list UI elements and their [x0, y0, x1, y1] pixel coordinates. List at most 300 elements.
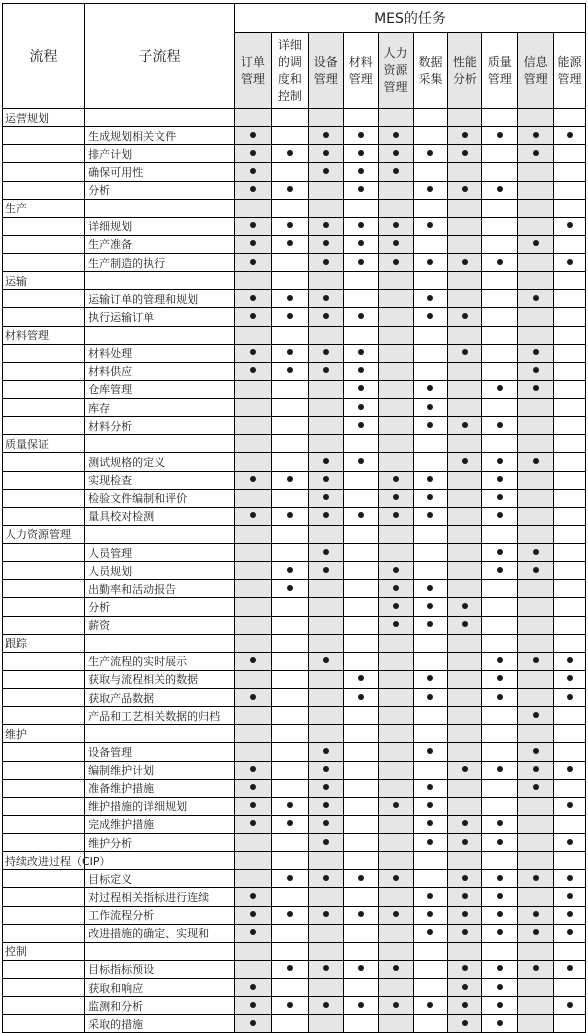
- process-name: 控制: [3, 942, 85, 960]
- task-cell: [308, 380, 343, 398]
- task-cell: [448, 834, 482, 852]
- task-cell: [343, 725, 378, 743]
- task-cell: [378, 997, 413, 1015]
- task-cell: [518, 815, 554, 833]
- task-cell: [271, 362, 308, 380]
- task-column-header: 数据采集: [413, 33, 448, 109]
- empty-cell: [3, 1015, 85, 1033]
- task-cell: [448, 507, 482, 525]
- task-cell: [554, 815, 586, 833]
- task-cell: [413, 399, 448, 417]
- task-cell: [448, 725, 482, 743]
- subprocess-row: [3, 544, 586, 562]
- task-cell: [448, 1015, 482, 1033]
- bullet-mark: [427, 186, 433, 192]
- task-cell: [271, 979, 308, 997]
- bullet-mark: [533, 349, 539, 355]
- bullet-mark: [323, 240, 329, 246]
- task-cell: [308, 163, 343, 181]
- bullet-mark: [567, 694, 573, 700]
- bullet-mark: [462, 132, 468, 138]
- bullet-mark: [287, 585, 293, 591]
- bullet-mark: [393, 875, 399, 881]
- subprocess-row: [3, 761, 586, 779]
- subprocess-label: 产品和工艺相关数据的归档: [85, 707, 235, 725]
- task-cell: [413, 525, 448, 543]
- task-cell: [413, 163, 448, 181]
- task-cell: [413, 906, 448, 924]
- bullet-mark: [533, 367, 539, 373]
- task-column-header: 能源管理: [554, 33, 586, 109]
- task-column-header: 信息管理: [518, 33, 554, 109]
- task-cell: [482, 616, 518, 634]
- empty-cell: [3, 580, 85, 598]
- task-cell: [413, 380, 448, 398]
- bullet-mark: [250, 186, 256, 192]
- task-cell: [518, 272, 554, 290]
- bullet-mark: [323, 820, 329, 826]
- task-cell: [343, 489, 378, 507]
- task-cell: [271, 199, 308, 217]
- task-cell: [482, 163, 518, 181]
- task-cell: [482, 127, 518, 145]
- task-cell: [554, 725, 586, 743]
- bullet-mark: [250, 512, 256, 518]
- subprocess-row: [3, 997, 586, 1015]
- matrix-body: [3, 109, 586, 1033]
- task-cell: [554, 544, 586, 562]
- task-cell: [271, 344, 308, 362]
- task-cell: [482, 725, 518, 743]
- task-cell: [482, 435, 518, 453]
- bullet-mark: [287, 240, 293, 246]
- bullet-mark: [567, 839, 573, 845]
- task-cell: [378, 380, 413, 398]
- bullet-mark: [427, 748, 433, 754]
- bullet-mark: [358, 404, 364, 410]
- bullet-mark: [533, 766, 539, 772]
- task-cell: [413, 598, 448, 616]
- task-cell: [554, 598, 586, 616]
- task-cell: [308, 834, 343, 852]
- subprocess-label: 生产流程的实时展示: [85, 652, 235, 670]
- bullet-mark: [533, 875, 539, 881]
- process-group-row: [3, 852, 586, 870]
- task-cell: [413, 834, 448, 852]
- task-cell: [378, 580, 413, 598]
- task-cell: [448, 997, 482, 1015]
- empty-cell: [3, 888, 85, 906]
- empty-cell: [3, 163, 85, 181]
- task-cell: [413, 362, 448, 380]
- task-cell: [271, 435, 308, 453]
- bullet-mark: [497, 512, 503, 518]
- bullet-mark: [567, 875, 573, 881]
- task-cell: [413, 852, 448, 870]
- task-column-header: 材料管理: [343, 33, 378, 109]
- task-cell: [518, 507, 554, 525]
- task-cell: [518, 453, 554, 471]
- bullet-mark: [358, 259, 364, 265]
- task-cell: [448, 707, 482, 725]
- bullet-mark: [358, 512, 364, 518]
- task-cell: [378, 109, 413, 127]
- task-cell: [378, 1015, 413, 1033]
- task-cell: [234, 797, 271, 815]
- bullet-mark: [462, 1020, 468, 1026]
- task-cell: [308, 435, 343, 453]
- task-cell: [448, 435, 482, 453]
- task-cell: [413, 979, 448, 997]
- subprocess-row: [3, 834, 586, 852]
- subprocess-label: 生产制造的执行: [85, 254, 235, 272]
- task-cell: [378, 235, 413, 253]
- task-cell: [234, 145, 271, 163]
- task-cell: [308, 544, 343, 562]
- task-cell: [378, 362, 413, 380]
- task-cell: [554, 290, 586, 308]
- task-cell: [271, 489, 308, 507]
- task-cell: [308, 725, 343, 743]
- task-cell: [554, 707, 586, 725]
- task-cell: [234, 779, 271, 797]
- task-cell: [518, 906, 554, 924]
- task-cell: [234, 870, 271, 888]
- task-cell: [378, 797, 413, 815]
- bullet-mark: [427, 839, 433, 845]
- task-cell: [378, 834, 413, 852]
- task-cell: [448, 870, 482, 888]
- bullet-mark: [358, 911, 364, 917]
- task-cell: [518, 725, 554, 743]
- task-cell: [413, 634, 448, 652]
- task-cell: [554, 308, 586, 326]
- task-cell: [234, 960, 271, 978]
- bullet-mark: [567, 1002, 573, 1008]
- subprocess-label: 目标指标预设: [85, 960, 235, 978]
- task-cell: [308, 471, 343, 489]
- bullet-mark: [287, 911, 293, 917]
- task-cell: [271, 652, 308, 670]
- process-group-row: [3, 525, 586, 543]
- task-cell: [234, 326, 271, 344]
- task-cell: [413, 670, 448, 688]
- task-cell: [448, 453, 482, 471]
- subprocess-row: [3, 616, 586, 634]
- subprocess-label: 分析: [85, 598, 235, 616]
- task-cell: [343, 1015, 378, 1033]
- task-cell: [271, 127, 308, 145]
- subprocess-row: [3, 290, 586, 308]
- bullet-mark: [533, 240, 539, 246]
- bullet-mark: [323, 965, 329, 971]
- bullet-mark: [533, 567, 539, 573]
- task-cell: [554, 960, 586, 978]
- bullet-mark: [358, 186, 364, 192]
- bullet-mark: [497, 458, 503, 464]
- task-cell: [378, 616, 413, 634]
- task-cell: [308, 562, 343, 580]
- bullet-mark: [287, 875, 293, 881]
- bullet-mark: [358, 875, 364, 881]
- bullet-mark: [393, 802, 399, 808]
- bullet-mark: [358, 385, 364, 391]
- task-cell: [308, 453, 343, 471]
- task-cell: [378, 217, 413, 235]
- subprocess-label: 详细规划: [85, 217, 235, 235]
- subprocess-label: 排产计划: [85, 145, 235, 163]
- task-cell: [308, 399, 343, 417]
- bullet-mark: [427, 675, 433, 681]
- subprocess-row: [3, 362, 586, 380]
- task-cell: [554, 344, 586, 362]
- task-cell: [413, 616, 448, 634]
- task-cell: [518, 834, 554, 852]
- task-cell: [554, 380, 586, 398]
- task-cell: [271, 544, 308, 562]
- subprocess-row: [3, 163, 586, 181]
- task-cell: [482, 743, 518, 761]
- subprocess-label: 材料分析: [85, 417, 235, 435]
- empty-cell: [3, 471, 85, 489]
- task-cell: [378, 888, 413, 906]
- bullet-mark: [427, 893, 433, 899]
- task-cell: [271, 272, 308, 290]
- task-cell: [308, 870, 343, 888]
- bullet-mark: [567, 259, 573, 265]
- bullet-mark: [462, 965, 468, 971]
- task-cell: [554, 562, 586, 580]
- subprocess-row: [3, 471, 586, 489]
- task-cell: [343, 906, 378, 924]
- task-cell: [482, 380, 518, 398]
- task-cell: [343, 815, 378, 833]
- empty-cell: [3, 507, 85, 525]
- task-cell: [482, 362, 518, 380]
- empty-cell: [3, 380, 85, 398]
- task-cell: [343, 670, 378, 688]
- task-cell: [518, 942, 554, 960]
- task-cell: [448, 852, 482, 870]
- task-cell: [448, 489, 482, 507]
- bullet-mark: [462, 259, 468, 265]
- task-cell: [271, 109, 308, 127]
- empty-cell: [3, 290, 85, 308]
- bullet-mark: [462, 458, 468, 464]
- task-cell: [234, 743, 271, 761]
- task-cell: [271, 290, 308, 308]
- task-cell: [518, 852, 554, 870]
- task-cell: [378, 308, 413, 326]
- subprocess-row: [3, 979, 586, 997]
- task-cell: [308, 109, 343, 127]
- bullet-mark: [533, 929, 539, 935]
- task-cell: [271, 163, 308, 181]
- bullet-mark: [250, 784, 256, 790]
- task-cell: [271, 797, 308, 815]
- task-cell: [343, 761, 378, 779]
- task-cell: [343, 181, 378, 199]
- bullet-mark: [323, 168, 329, 174]
- task-column-header: 人力资源管理: [378, 33, 413, 109]
- empty-cell: [85, 725, 235, 743]
- task-cell: [482, 906, 518, 924]
- task-cell: [482, 689, 518, 707]
- empty-cell: [3, 489, 85, 507]
- task-cell: [448, 399, 482, 417]
- task-cell: [482, 634, 518, 652]
- empty-cell: [3, 598, 85, 616]
- task-cell: [234, 507, 271, 525]
- task-cell: [234, 616, 271, 634]
- task-cell: [482, 254, 518, 272]
- bullet-mark: [497, 1002, 503, 1008]
- task-cell: [518, 870, 554, 888]
- bullet-mark: [533, 911, 539, 917]
- task-cell: [271, 761, 308, 779]
- empty-cell: [3, 870, 85, 888]
- task-cell: [518, 924, 554, 942]
- bullet-mark: [497, 657, 503, 663]
- task-cell: [554, 127, 586, 145]
- subprocess-label: 实现检查: [85, 471, 235, 489]
- bullet-mark: [497, 259, 503, 265]
- task-cell: [482, 797, 518, 815]
- subprocess-row: [3, 598, 586, 616]
- subprocess-row: [3, 707, 586, 725]
- matrix-header: [3, 4, 586, 109]
- bullet-mark: [323, 150, 329, 156]
- subprocess-label: 改进措施的确定、实现和: [85, 924, 235, 942]
- task-cell: [482, 652, 518, 670]
- task-cell: [378, 598, 413, 616]
- task-cell: [378, 743, 413, 761]
- bullet-mark: [358, 240, 364, 246]
- task-column-header: 性能分析: [448, 33, 482, 109]
- task-cell: [482, 979, 518, 997]
- subprocess-label: 准备维护措施: [85, 779, 235, 797]
- task-cell: [308, 779, 343, 797]
- subprocess-label: 材料供应: [85, 362, 235, 380]
- bullet-mark: [393, 911, 399, 917]
- task-cell: [234, 489, 271, 507]
- bullet-mark: [250, 929, 256, 935]
- bullet-mark: [323, 494, 329, 500]
- task-cell: [413, 344, 448, 362]
- bullet-mark: [497, 929, 503, 935]
- bullet-mark: [427, 603, 433, 609]
- task-cell: [413, 870, 448, 888]
- task-cell: [271, 779, 308, 797]
- task-cell: [234, 689, 271, 707]
- task-cell: [271, 254, 308, 272]
- task-cell: [518, 181, 554, 199]
- task-cell: [413, 997, 448, 1015]
- bullet-mark: [250, 313, 256, 319]
- bullet-mark: [427, 1002, 433, 1008]
- task-cell: [271, 525, 308, 543]
- task-column-header: 订单管理: [234, 33, 271, 109]
- bullet-mark: [393, 240, 399, 246]
- task-cell: [234, 834, 271, 852]
- bullet-mark: [323, 802, 329, 808]
- task-cell: [554, 942, 586, 960]
- bullet-mark: [323, 911, 329, 917]
- bullet-mark: [287, 512, 293, 518]
- task-cell: [413, 181, 448, 199]
- task-cell: [378, 453, 413, 471]
- task-cell: [413, 797, 448, 815]
- task-cell: [378, 779, 413, 797]
- task-cell: [308, 290, 343, 308]
- bullet-mark: [462, 150, 468, 156]
- subprocess-label: 确保可用性: [85, 163, 235, 181]
- process-name: 运输: [3, 272, 85, 290]
- subprocess-row: [3, 689, 586, 707]
- task-cell: [518, 779, 554, 797]
- task-cell: [343, 254, 378, 272]
- task-cell: [234, 380, 271, 398]
- process-name: 维护: [3, 725, 85, 743]
- bullet-mark: [323, 1002, 329, 1008]
- bullet-mark: [250, 222, 256, 228]
- task-cell: [234, 471, 271, 489]
- task-cell: [482, 924, 518, 942]
- task-cell: [554, 272, 586, 290]
- bullet-mark: [462, 839, 468, 845]
- bullet-mark: [250, 766, 256, 772]
- task-cell: [343, 960, 378, 978]
- task-cell: [308, 217, 343, 235]
- task-cell: [343, 471, 378, 489]
- task-cell: [554, 616, 586, 634]
- empty-cell: [85, 525, 235, 543]
- bullet-mark: [358, 1002, 364, 1008]
- bullet-mark: [323, 349, 329, 355]
- bullet-mark: [427, 476, 433, 482]
- task-cell: [413, 507, 448, 525]
- subprocess-label: 出勤率和活动报告: [85, 580, 235, 598]
- task-cell: [343, 634, 378, 652]
- task-cell: [482, 199, 518, 217]
- bullet-mark: [462, 820, 468, 826]
- task-cell: [518, 254, 554, 272]
- task-cell: [378, 634, 413, 652]
- task-column-header: 设备管理: [308, 33, 343, 109]
- bullet-mark: [533, 549, 539, 555]
- task-cell: [308, 525, 343, 543]
- task-cell: [554, 906, 586, 924]
- bullet-mark: [358, 675, 364, 681]
- task-cell: [308, 235, 343, 253]
- bullet-mark: [533, 657, 539, 663]
- task-cell: [482, 344, 518, 362]
- task-cell: [271, 217, 308, 235]
- task-cell: [448, 181, 482, 199]
- process-name: 材料管理: [3, 326, 85, 344]
- bullet-mark: [497, 1020, 503, 1026]
- bullet-mark: [358, 965, 364, 971]
- task-cell: [518, 997, 554, 1015]
- task-cell: [482, 507, 518, 525]
- subprocess-row: [3, 960, 586, 978]
- task-cell: [482, 834, 518, 852]
- task-cell: [271, 580, 308, 598]
- subprocess-label: 生产准备: [85, 235, 235, 253]
- bullet-mark: [497, 494, 503, 500]
- task-cell: [413, 453, 448, 471]
- task-cell: [448, 761, 482, 779]
